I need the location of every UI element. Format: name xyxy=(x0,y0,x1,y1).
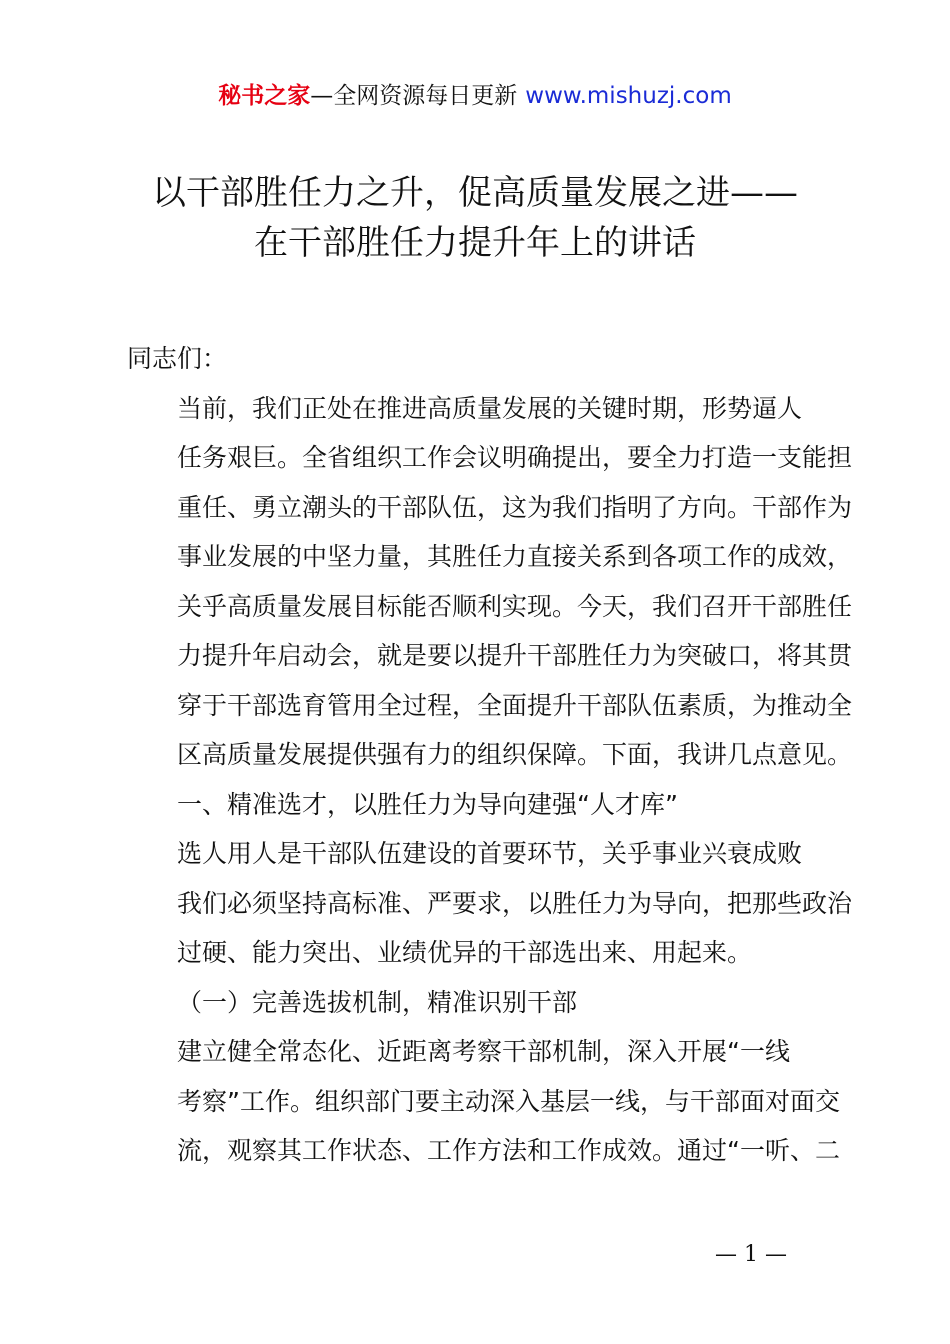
text-line: 选人用人是干部队伍建设的首要环节，关乎事业兴衰成败 xyxy=(177,839,803,868)
document-body xyxy=(127,334,853,1176)
text-line: 任务艰巨。全省组织工作会议明确提出，要全力打造一支能担 xyxy=(177,443,853,472)
site-banner xyxy=(0,78,950,114)
salutation-text: 同志们： xyxy=(127,344,228,373)
brand-name: 秘书之家 xyxy=(218,83,311,109)
page-number: — 1 — xyxy=(715,1242,787,1267)
text-line: 区高质量发展提供强有力的组织保障。下面，我讲几点意见。 xyxy=(177,740,853,769)
heading-text: （一）完善选拔机制，精准识别干部 xyxy=(177,987,578,1017)
text-line: 考察”工作。组织部门要主动深入基层一线，与干部面对面交 xyxy=(177,1086,840,1116)
title-line-1: 以干部胜任力之升，促高质量发展之进—— xyxy=(152,173,798,213)
banner-tagline: —全网资源每日更新 xyxy=(310,83,518,109)
section-heading-1 xyxy=(127,780,847,830)
text-line: 建立健全常态化、近距离考察干部机制，深入开展“一线 xyxy=(177,1037,790,1066)
paragraph-intro xyxy=(127,384,853,780)
document-title xyxy=(0,168,950,268)
text-line: 流，观察其工作状态、工作方法和工作成效。通过“一听、二 xyxy=(177,1136,840,1165)
paragraph-subsection-1 xyxy=(127,1027,847,1176)
paragraph-section-1 xyxy=(127,829,853,978)
text-line: 当前，我们正处在推进高质量发展的关键时期，形势逼人 xyxy=(177,393,803,423)
text-line: 我们必须坚持高标准、严要求，以胜任力为导向，把那些政治 xyxy=(177,888,853,918)
banner-url[interactable]: www.mishuzj.com xyxy=(525,83,732,109)
text-line: 力提升年启动会，就是要以提升干部胜任力为突破口，将其贯 xyxy=(177,641,853,670)
salutation xyxy=(127,334,847,384)
text-line: 重任、勇立潮头的干部队伍，这为我们指明了方向。干部作为 xyxy=(177,492,853,522)
text-line: 事业发展的中坚力量，其胜任力直接关系到各项工作的成效， xyxy=(177,542,853,571)
text-line: 关乎高质量发展目标能否顺利实现。今天，我们召开干部胜任 xyxy=(177,591,853,621)
heading-text: 一、精准选才，以胜任力为导向建强“人才库” xyxy=(177,789,678,819)
subsection-heading-1 xyxy=(127,978,847,1028)
text-line: 过硬、能力突出、业绩优异的干部选出来、用起来。 xyxy=(177,938,753,967)
title-line-2: 在干部胜任力提升年上的讲话 xyxy=(254,223,696,263)
text-line: 穿于干部选育管用全过程，全面提升干部队伍素质，为推动全 xyxy=(177,690,853,720)
